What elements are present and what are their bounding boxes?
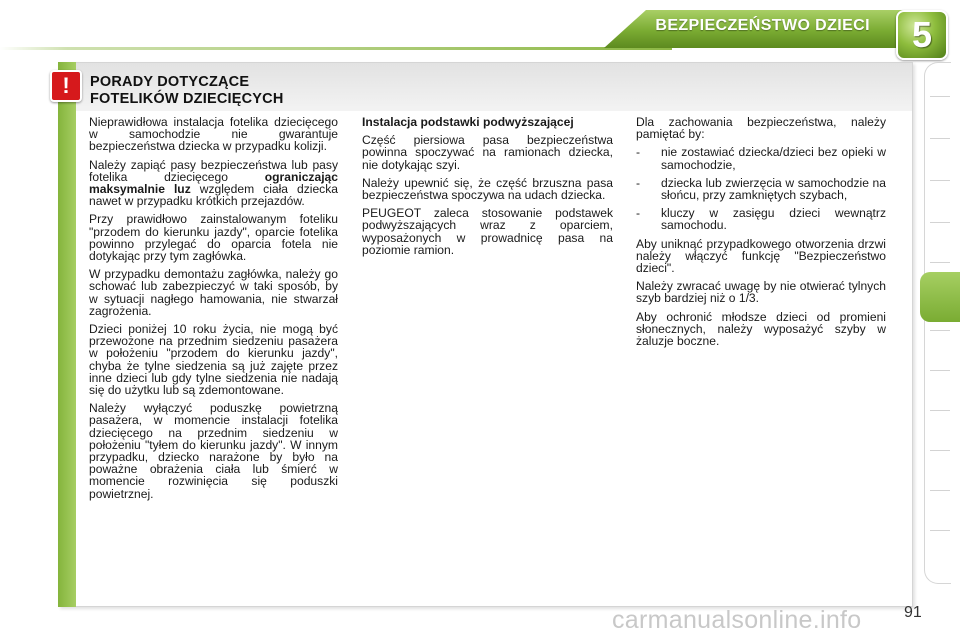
section-title-line: PORADY DOTYCZĄCE (90, 74, 250, 90)
paragraph: Aby ochronić młodsze dzieci od promieni słonecznych, należy wyposażyć szyby w żaluzje boczne. (636, 309, 886, 349)
tab-divider (930, 180, 950, 181)
paragraph: Aby uniknąć przypadkowego otworzenia drzwi należy włączyć funkcję "Bezpieczeństwo dzieci". (636, 236, 886, 276)
tab-divider (930, 370, 950, 371)
subheading: Instalacja podstawki podwyższającej (362, 115, 574, 129)
section-title (90, 74, 410, 108)
paragraph: Część piersiowa pasa bezpieczeństwa powinna spoczywać na ramionach dziecka, nie dotykając szyi. (362, 133, 613, 172)
tab-divider (930, 410, 950, 411)
paragraph: PEUGEOT zaleca stosowanie podstawek podwyższających wraz z oparciem, wyposażonych w prowadnicę pasa na poziomie ramion. (362, 206, 613, 257)
paragraph: Dla zachowania bezpieczeństwa, należy pamiętać by: (636, 115, 886, 142)
warning-icon: ! (50, 70, 82, 102)
tab-divider (930, 138, 950, 139)
chapter-title: BEZPIECZEŃSTWO DZIECI (655, 17, 870, 34)
list-item (636, 207, 886, 231)
paragraph: Nieprawidłowa instalacja fotelika dziecięcego w samochodzie nie gwarantuje bezpieczeństwa dziecka w przypadku kolizji. (89, 115, 338, 154)
list-item-text: dziecka lub zwierzęcia w samochodzie na słońcu, przy zamkniętych szybach, (661, 175, 886, 203)
list-item-text: kluczy w zasięgu dzieci wewnątrz samochodu. (661, 206, 886, 233)
text-column-1 (89, 116, 338, 506)
paragraph: Należy zwracać uwagę by nie otwierać tylnych szyb bardziej niż o 1/3. (636, 279, 886, 306)
paragraph: Przy prawidłowo zainstalowanym foteliku "przodem do kierunku jazdy", oparcie fotelika powinno przylegać do oparcia fotela nie dotykając przy tym zagłówka. (89, 212, 338, 264)
chapter-badge (896, 10, 948, 60)
watermark: carmanualsonline.info (612, 606, 862, 634)
list-dash: - (636, 175, 641, 190)
text-column-2 (362, 116, 613, 262)
tab-divider (930, 490, 950, 491)
text-span: względem ciała dziecka nawet w przypadku krótkich przejazdów. (89, 182, 339, 209)
list-dash: - (636, 206, 641, 221)
list-item (636, 177, 886, 201)
panel-accent-bar (58, 62, 76, 607)
tab-divider (930, 530, 950, 531)
list-dash: - (636, 145, 641, 160)
paragraph (89, 159, 338, 208)
text-column-3 (636, 116, 886, 353)
list-item-text: nie zostawiać dziecka/dzieci bez opieki w samochodzie, (661, 145, 886, 172)
list-item (636, 146, 886, 170)
section-title-line: FOTELIKÓW DZIECIĘCYCH (90, 91, 284, 107)
emphasis: ograniczając maksymalnie luz (89, 169, 338, 197)
paragraph: Należy wyłączyć poduszkę powietrzną pasażera, w momencie instalacji fotelika dziecięcego na przednim siedzeniu w położeniu "tyłem do kierunku jazdy". W innym przypadku, dziecko narażone by było na poważne obrażenia ciała lub śmierć w momencie rozwinięcia się poduszki powietrznej. (89, 401, 338, 501)
paragraph: W przypadku demontażu zagłówka, należy go schować lub zabezpieczyć w taki sposób, by w sytuacji nagłego hamowania, nie stwarzał zagrożenia. (89, 267, 338, 318)
tab-divider (930, 330, 950, 331)
header-stripe (0, 47, 672, 50)
tab-divider (930, 262, 950, 263)
chapter-tab-active[interactable] (920, 272, 960, 322)
paragraph: Dzieci poniżej 10 roku życia, nie mogą być przewożone na przednim siedzeniu pasażera w położeniu "przodem do kierunku jazdy", chyba że tylne siedzenia są już zajęte przez inne dzieci lub gdy tylne siedzenia nie nadają się do użytku lub są zdemontowane. (89, 322, 338, 398)
tab-divider (930, 222, 950, 223)
tab-divider (930, 450, 950, 451)
paragraph: Należy upewnić się, że część brzuszna pasa bezpieczeństwa spoczywa na udach dziecka. (362, 175, 613, 203)
text-span: Należy zapiąć pasy bezpieczeństwa lub pasy fotelika dziecięcego (89, 157, 338, 184)
chapter-tab-strip (924, 62, 951, 584)
tab-divider (930, 96, 950, 97)
chapter-number: 5 (911, 14, 933, 55)
page-number: 91 (904, 604, 922, 621)
